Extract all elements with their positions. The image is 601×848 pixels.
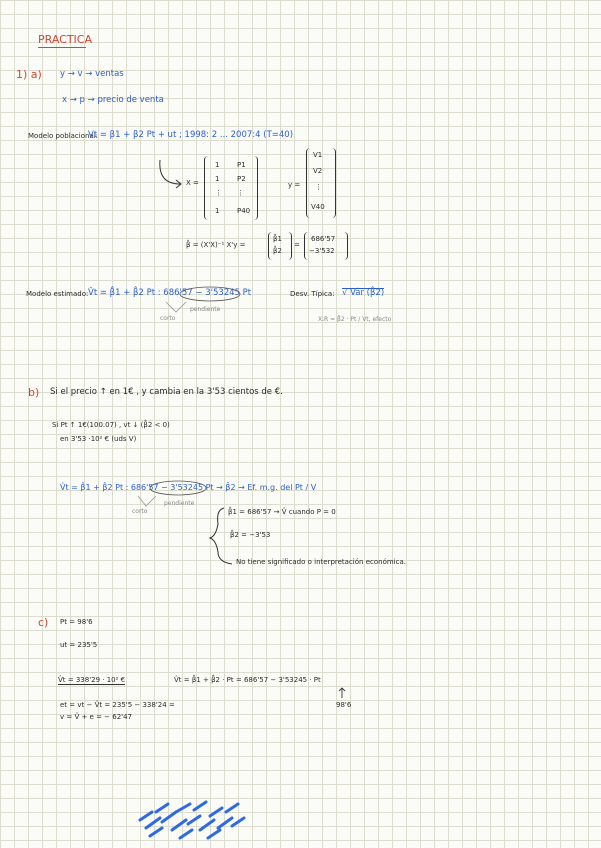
sd-equation: √ Vâr (β̂2) (342, 288, 385, 298)
model-label: Modelo poblacional: (28, 132, 99, 140)
annotation-lines (166, 302, 186, 312)
sd-label: Desv. Típica: (290, 290, 335, 298)
q1a-line2: x → p → precio de venta (62, 95, 164, 105)
estimated-label: Modelo estimado: (26, 290, 89, 298)
slope-note: pendiente (190, 306, 221, 313)
intercept-note: corto (160, 315, 176, 322)
q1c-vhat: V̂t = 338'29 · 10² € (58, 676, 126, 684)
q1c-v-line: v = V̂ + e = − 62'47 (60, 713, 133, 721)
y-label: y = (288, 181, 301, 189)
x-cell: P40 (237, 207, 251, 215)
q1b-slope-note: pendiente (164, 500, 195, 507)
y-cell: V40 (311, 203, 325, 211)
q1c-label: c) (38, 616, 49, 629)
up-arrow (339, 688, 345, 698)
beta-value: −3'532 (309, 247, 335, 255)
q1b-line2: Si Pt ↑ 1€(100.07) , vt ↓ (β̂2 < 0) (52, 421, 170, 429)
x-cell: ⋮ (215, 189, 222, 197)
y-cell: V2 (313, 167, 323, 175)
beta-value: 686'57 (311, 235, 336, 243)
q1b-line1: Si el precio ↑ en 1€ , y cambia en la 3'53 cientos de €. (50, 387, 283, 397)
q1b-intercept-note: corto (132, 508, 148, 515)
q1c-equation: V̂t = β̂1 + β̂2 · Pt = 686'57 − 3'53245 · Pt (174, 676, 321, 684)
q1c-error-line: et = vt − V̂t = 235'5 − 338'24 = (60, 701, 175, 709)
brace-line3: No tiene significado o interpretación económica. (236, 558, 406, 566)
y-cell: ⋮ (315, 183, 322, 191)
q1a-label: 1) a) (16, 68, 42, 81)
q1a-line1: y → v → ventas (60, 69, 124, 79)
beta-formula: β̂ = (X'X)⁻¹ X'y = (186, 241, 246, 249)
q1b-label: b) (28, 386, 40, 399)
beta-cell: β̂1 (273, 235, 282, 243)
page-title: PRACTICA (38, 33, 93, 46)
circled-slope (180, 287, 240, 301)
x-label: X = (186, 179, 199, 187)
x-cell: 1 (215, 207, 220, 215)
q1b-line3: en 3'53 ·10² € (uds V) (60, 435, 137, 443)
brace-line1: β̂1 = 686'57 → V̂ cuando P = 0 (228, 508, 336, 516)
x-cell: P1 (237, 161, 246, 169)
sd-note: X.R = β̂2 · Pt / Vt, efecto (318, 316, 392, 323)
estimated-equation: V̂t = β̂1 + β̂2 Pt : 686'57 − 3'53245 Pt (88, 288, 252, 298)
scribble-doodle (140, 802, 244, 838)
x-cell: 1 (215, 175, 220, 183)
q1c-price: Pt = 98'6 (60, 618, 93, 626)
equals-sign: = (294, 241, 300, 249)
q1b-equation: V̂t = β̂1 + β̂2 Pt : 686'57 − 3'53245 Pt → β̂2 → Ef. m.g. del Pt / V (60, 483, 317, 492)
x-cell: ⋮ (237, 189, 244, 197)
x-cell: P2 (237, 175, 246, 183)
q1c-arrow-value: 98'6 (336, 701, 352, 709)
model-equation: Vt = β1 + β2 Pt + ut ; 1998: 2 ... 2007:4 (T=40) (88, 130, 294, 140)
brace-line2: β̂2 = −3'53 (230, 531, 271, 539)
brace (210, 508, 232, 564)
x-cell: 1 (215, 161, 220, 169)
circled-slope-b (150, 481, 206, 495)
beta-cell: β̂2 (273, 247, 282, 255)
y-cell: V1 (313, 151, 323, 159)
q1c-residual: ut = 235'5 (60, 641, 98, 649)
